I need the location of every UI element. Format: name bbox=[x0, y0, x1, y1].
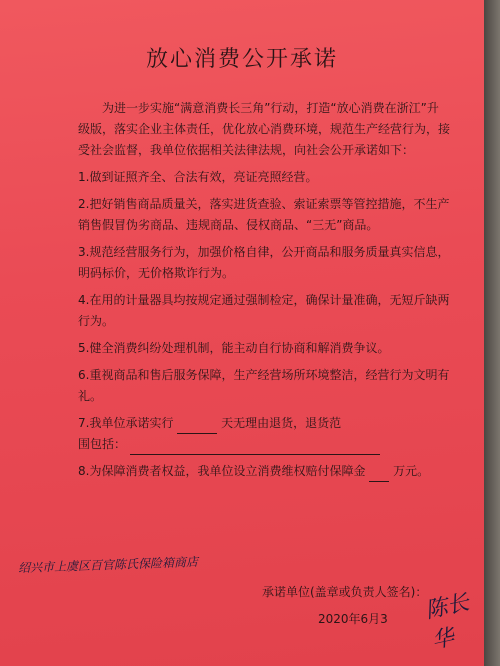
commitment-date: 2020年6月3 bbox=[318, 612, 388, 626]
commitment-item-2: 2.把好销售商品质量关，落实进货查验、索证索票等管控措施，不生产销售假冒伪劣商品、违规商品、侵权商品、“三无”商品。 bbox=[78, 197, 450, 232]
page-title: 放心消费公开承诺 bbox=[145, 47, 338, 72]
shop-name-handwritten: 绍兴市上虞区百官陈氏保险箱商店 bbox=[17, 554, 199, 576]
commitment-item-7 bbox=[78, 413, 450, 455]
item8-suffix: 万元。 bbox=[393, 464, 430, 478]
commitment-item-3: 3.规范经营服务行为，加强价格自律，公开商品和服务质量真实信息，明码标价，无价格欺诈行为。 bbox=[78, 245, 450, 280]
item7-line2: 围包括： bbox=[78, 437, 127, 451]
handwritten-signature: 陈长华 bbox=[423, 590, 472, 655]
commitment-item-1: 1.做到证照齐全、合法有效，亮证亮照经营。 bbox=[78, 170, 318, 184]
guarantee-amount-blank bbox=[369, 481, 389, 482]
item7-middle: 天无理由退货，退货范 bbox=[221, 416, 342, 430]
commitment-item-5: 5.健全消费纠纷处理机制，能主动自行协商和解消费争议。 bbox=[78, 341, 390, 355]
signature-label: 承诺单位(盖章或负责人签名)： bbox=[262, 585, 428, 599]
commitment-item-8 bbox=[78, 461, 450, 482]
item8-prefix: 8.为保障消费者权益，我单位设立消费维权赔付保障金 bbox=[78, 464, 366, 478]
item7-prefix: 7.我单位承诺实行 bbox=[78, 416, 174, 430]
return-days-blank bbox=[177, 433, 217, 434]
commitment-item-4: 4.在用的计量器具均按规定通过强制检定，确保计量准确，无短斤缺两行为。 bbox=[78, 293, 450, 328]
return-scope-blank bbox=[130, 454, 380, 455]
commitment-body bbox=[78, 98, 450, 488]
background-edge bbox=[484, 0, 500, 666]
commitment-item-6: 6.重视商品和售后服务保障，生产经营场所环境整洁，经营行为文明有礼。 bbox=[78, 368, 450, 403]
intro-paragraph: 为进一步实施“满意消费长三角”行动，打造“放心消费在浙江”升级版，落实企业主体责任，优化放心消费环境，规范生产经营行为，接受社会监督，我单位依据相关法律法规，向社会公开承诺如下： bbox=[78, 101, 451, 157]
